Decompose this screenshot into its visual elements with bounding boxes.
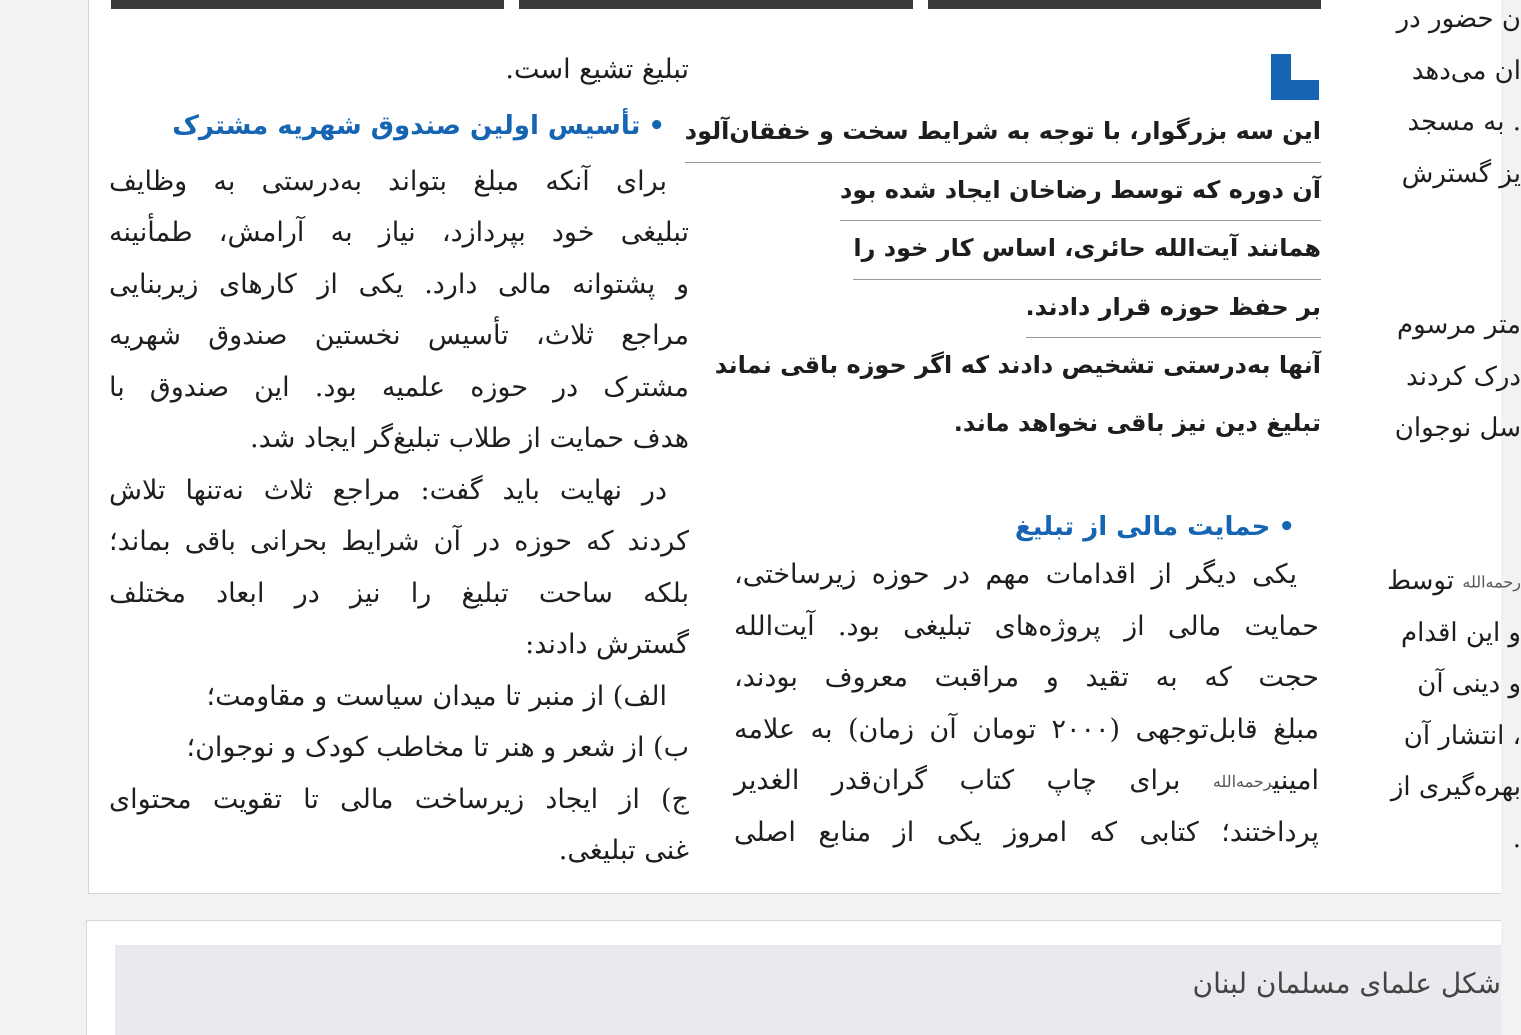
- text-line: کردند که حوزه در آن شرایط بحرانی باقی بماند؛: [109, 526, 689, 557]
- photo-strip-right: [928, 0, 1321, 9]
- text-line: [734, 755, 1319, 807]
- related-card[interactable]: [86, 920, 1501, 1035]
- text-line: پرداختند؛ کتابی که امروز یکی از منابع اصلی: [734, 816, 1319, 848]
- amini-name: امینی: [1272, 765, 1319, 796]
- pull-quote: [684, 104, 1321, 453]
- text-line: .: [1512, 823, 1521, 854]
- honorific-glyph: رحمه‌الله: [1462, 572, 1521, 592]
- heading-text: حمایت مالی از تبلیغ: [1014, 512, 1271, 542]
- quote-line: این سه بزرگوار، با توجه به شرایط سخت و خفقان‌آلود: [685, 104, 1321, 163]
- related-card-inner[interactable]: [115, 945, 1501, 1035]
- related-card-title[interactable]: شکل علمای مسلمان لبنان: [1192, 967, 1501, 1000]
- quote-mark-icon: [1271, 54, 1319, 100]
- text-line: تبلیغی خود بپردازد، نیاز به آرامش، طمأنینه: [109, 217, 689, 248]
- text-line: و دینی آن: [1417, 669, 1521, 699]
- list-item: الف) از منبر تا میدان سیاست و مقاومت؛: [206, 680, 667, 712]
- text-line: متر مرسوم: [1397, 310, 1521, 340]
- list-item: غنی تبلیغی.: [558, 835, 689, 866]
- text-line: در نهایت باید گفت: مراجع ثلاث نه‌تنها تلاش: [109, 474, 667, 506]
- bullet-icon: •: [648, 110, 665, 141]
- text-line: ن حضور در: [1396, 4, 1521, 34]
- photo-strip-left: [111, 0, 504, 9]
- text-line: یز گسترش: [1401, 158, 1521, 189]
- text-line: هدف حمایت از طلاب تبلیغ‌گر ایجاد شد.: [250, 423, 689, 454]
- text-line: بهره‌گیری از: [1390, 772, 1521, 802]
- text-line: گسترش دادند:: [525, 629, 689, 660]
- text-line: حمایت مالی از پروژه‌های تبلیغی بود. آیت‌الله: [734, 610, 1319, 642]
- quote-line: همانند آیت‌الله حائری، اساس کار خود را: [853, 221, 1321, 280]
- text-line: درک کردند: [1406, 361, 1521, 392]
- text-line: یکی دیگر از اقدامات مهم در حوزه زیرساختی،: [734, 559, 1297, 590]
- text-line: سل نوجوان: [1394, 413, 1521, 443]
- list-item: ج) از ایجاد زیرساخت مالی تا تقویت محتوای: [109, 783, 689, 815]
- quote-line: بر حفظ حوزه قرار دادند.: [1026, 280, 1322, 339]
- text-line: مراجع ثلاث، تأسیس نخستین صندوق شهریه: [109, 320, 689, 351]
- article-page: [88, 0, 1521, 894]
- list-item: ب) از شعر و هنر تا مخاطب کودک و نوجوان؛: [186, 732, 689, 763]
- section-heading-fund: [109, 96, 689, 156]
- quote-line: آنها به‌درستی تشخیص دادند که اگر حوزه باقی نماند: [714, 351, 1321, 379]
- heading-text: تأسیس اولین صندوق شهریه مشترک: [172, 110, 641, 141]
- text-line: مبلغ قابل‌توجهی (۲۰۰۰ تومان آن زمان) به علامه: [734, 713, 1319, 745]
- honorific-glyph: رحمه‌الله: [1212, 771, 1273, 791]
- text-line: و این اقدام: [1401, 617, 1521, 648]
- text-fragment: برای چاپ کتاب گران‌قدر الغدیر: [734, 765, 1181, 796]
- text-line: ، انتشار آن: [1403, 720, 1521, 751]
- quote-line: تبلیغ دین نیز باقی نخواهد ماند.: [953, 408, 1321, 437]
- bullet-icon: •: [1278, 512, 1295, 542]
- section-heading-financial-support: [734, 497, 1319, 557]
- photo-strip-middle: [519, 0, 913, 9]
- text-line: حجت که به تقید و مراقبت معروف بودند،: [734, 662, 1319, 693]
- text-fragment: توسط: [1386, 566, 1455, 596]
- middle-column: [734, 497, 1319, 858]
- quote-line: آن دوره که توسط رضاخان ایجاد شده بود: [840, 163, 1321, 222]
- text-line: . به مسجد: [1407, 107, 1521, 137]
- left-column: [109, 44, 689, 877]
- text-line: تبلیغ تشیع است.: [505, 54, 689, 85]
- text-line: [1341, 556, 1521, 608]
- text-line: ان می‌دهد: [1411, 55, 1521, 86]
- text-line: برای آنکه مبلغ بتواند به‌درستی به وظایف: [109, 165, 667, 197]
- text-line: و پشتوانه مالی دارد. یکی از کارهای زیربنایی: [109, 268, 689, 300]
- text-line: بلکه ساحت تبلیغ را نیز در ابعاد مختلف: [109, 577, 689, 609]
- text-line: مشترک در حوزه علمیه بود. این صندوق با: [109, 371, 689, 403]
